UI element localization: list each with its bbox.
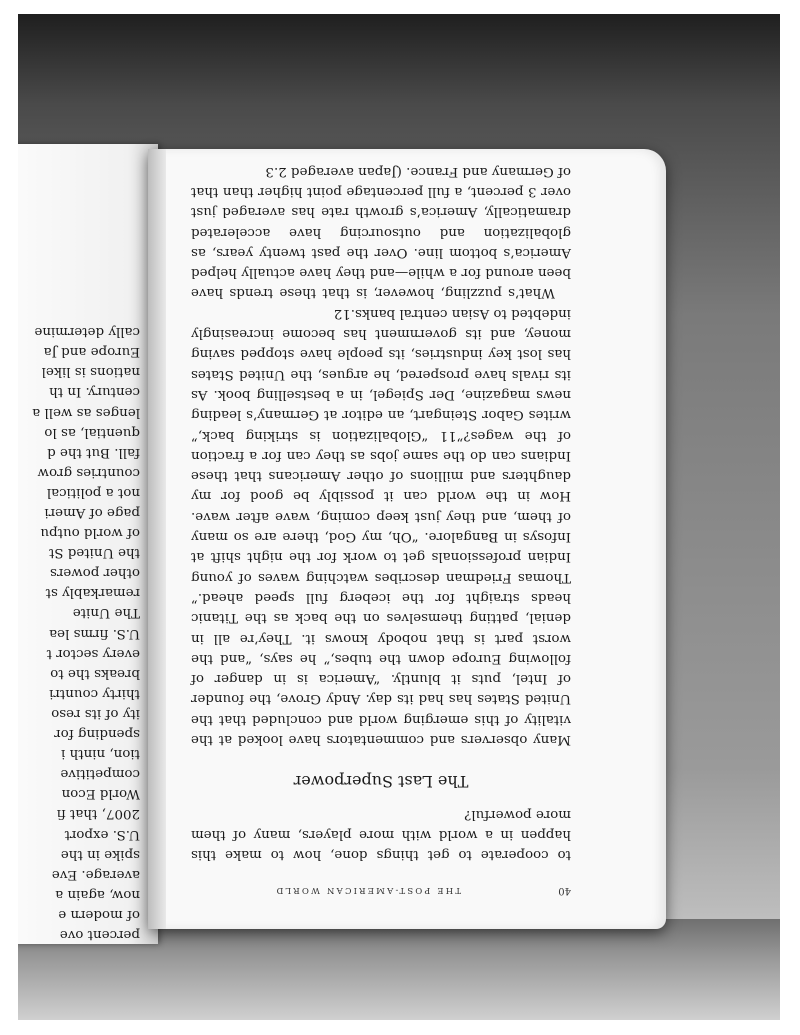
left-line: tion, ninth i <box>61 746 140 762</box>
right-page <box>148 149 666 929</box>
right-page-text <box>148 149 666 929</box>
left-line: the United St <box>48 545 140 561</box>
left-line: of world outpu <box>40 525 140 541</box>
left-line: not a political <box>46 484 140 500</box>
left-line: every sector t <box>46 645 140 661</box>
body-text <box>191 160 571 749</box>
left-line: breaks the to <box>50 665 140 681</box>
paragraph: Many observers and commentators have looked at the vitality of this emerging world and concluded that the United States has had its day. Andy Grove, the founder of Intel, puts it bluntly. “America is in danger of following Europe down the tubes,” he says, “and the worst part is that nobody knows it. They’re all in denial, patting themselves on the back as the Titanic heads straight for the iceberg full speed ahead.” Thomas Friedman describes watching waves of young Indian professionals get to work for the night shift at Infosys in Bangalore. “Oh, my God, there are so many of them, and they just keep coming, wave after wave. How in the world can it possibly be good for my daughters and millions of other Americans that these Indians can do the same jobs as they can for a fraction of the wages?”11 “Globalization is striking back,” writes Gabor Steingart, an editor at Germany’s leading news magazine, Der Spiegel, in a bestselling book. As its rivals have prospered, he argues, the United States has lost key industries, its people have stopped saving money, and its government has become increasingly indebted to Asian central banks.12 <box>191 305 571 747</box>
left-line: quential, as lo <box>44 424 140 440</box>
left-line: nations is likel <box>41 364 140 380</box>
left-line: 2007, that fi <box>56 806 140 822</box>
left-line: average. Eve <box>51 866 140 882</box>
left-line: spending for <box>54 726 140 742</box>
left-line: percent ove <box>59 927 140 942</box>
intro-paragraph: to cooperate to get things done, how to make this happen in a world with more players, many of them more powerful? <box>191 807 571 862</box>
running-head-title: THE POST-AMERICAN WORLD <box>274 885 461 895</box>
left-line: century. In th <box>49 384 140 400</box>
left-line: thirty countri <box>49 685 140 701</box>
left-line: cally determine <box>34 324 140 340</box>
left-line: other powers <box>50 565 140 581</box>
left-line: ity of its reso <box>51 705 140 721</box>
left-line: spike in the <box>60 846 140 862</box>
section-heading: The Last Superpower <box>293 772 469 791</box>
left-line: now, again a <box>55 886 140 902</box>
left-line: page of Ameri <box>44 505 140 521</box>
left-line: remarkably st <box>45 585 140 601</box>
left-page-lines <box>18 144 158 944</box>
left-line: of modern e <box>58 906 140 922</box>
book-gutter <box>148 149 166 929</box>
left-line: World Econ <box>61 786 140 802</box>
scanned-photo <box>18 14 780 1020</box>
left-line: The Unite <box>72 605 140 621</box>
left-line: Europe and Ja <box>43 344 140 360</box>
left-line: fall. But the d <box>47 444 140 460</box>
paragraph: What’s puzzling, however, is that these trends have been around for a while—and they have actually helped America’s bottom line. Over the past twenty years, as globalization and outsourcing have accelerated dramatically, America’s growth rate has averaged just over 3 percent, a full percentage point higher than that of Germany and France. (Japan averaged 2.3 <box>191 163 571 301</box>
left-line: countries grow <box>37 464 140 480</box>
left-line: U.S. firms lea <box>49 625 140 641</box>
page-number: 40 <box>558 885 571 896</box>
left-line: competitive <box>60 766 140 782</box>
left-page-text <box>18 144 158 944</box>
left-line: U.S. export <box>64 826 140 842</box>
left-line: lenges as well a <box>32 404 140 420</box>
